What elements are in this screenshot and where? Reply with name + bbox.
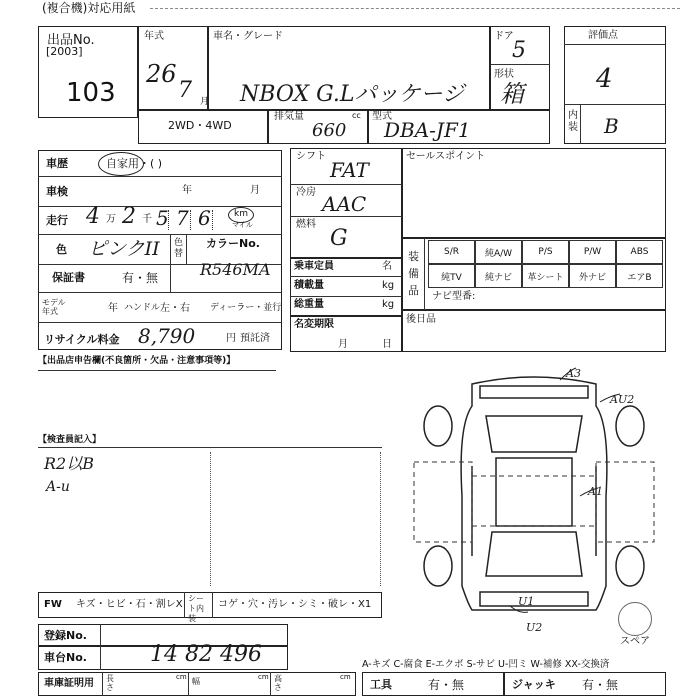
tools-options: 有・無 (428, 678, 465, 692)
door-divider (490, 64, 550, 65)
shift-hand: FAT (330, 158, 369, 182)
equipment-item: エアB (616, 264, 663, 288)
afterfit-box (402, 310, 666, 352)
equipment-vdiv (424, 238, 425, 310)
grade-vdiv (580, 104, 581, 144)
cert-vdiv-2 (188, 672, 189, 696)
shape-label: 形状 (494, 69, 514, 80)
interior-hand: B (604, 114, 619, 138)
seat-options: コゲ・穴・汚レ・シミ・破レ・X1 (218, 599, 372, 610)
ac-hand: AAC (322, 192, 367, 216)
cert-cm-2: cm (258, 673, 269, 681)
history-options: 自家用・( ) (106, 157, 163, 170)
modelyear-year: 年 (108, 303, 118, 314)
year-hand: 26 (146, 60, 177, 88)
warranty-options: 有・無 (122, 271, 159, 285)
interior-label: 内装 (568, 110, 578, 133)
tools-label: 工具 (370, 678, 392, 691)
damage-a1: A1 (588, 485, 603, 498)
inspector-vdiv-2 (380, 452, 381, 586)
ac-label: 冷房 (296, 187, 316, 198)
inspector-line (38, 447, 382, 448)
color-vdiv (170, 234, 171, 292)
jack-options: 有・無 (582, 678, 619, 692)
seat-label: シート内装 (188, 594, 204, 623)
shape-hand: 箱 (500, 80, 524, 108)
equipment-item: 外ナビ (569, 264, 616, 288)
cert-vdiv-3 (270, 672, 271, 696)
colorno-hand: R546MA (200, 260, 271, 279)
history-label: 車歴 (46, 157, 68, 170)
recycle-note: 預託済 (240, 333, 270, 344)
header-cut-line (150, 8, 680, 9)
lot-label: 出品No. (47, 33, 95, 48)
fw-options: キズ・ヒビ・石・割レX (76, 599, 183, 610)
chassis-label: 車台No. (44, 651, 87, 664)
displacement-label: 排気量 (274, 111, 304, 122)
regchange-month: 月 (338, 339, 348, 350)
info-row-1 (38, 176, 282, 177)
colorno-label: カラーNo. (206, 237, 260, 250)
chassis-hand: 14 82 496 (150, 642, 262, 667)
capacity-div-2 (290, 296, 402, 297)
equipment-label: 装備品 (408, 250, 419, 297)
equipment-item: 革シート (522, 264, 569, 288)
cert-width: 幅 (192, 677, 200, 686)
mileage-km: km (234, 209, 248, 219)
recycle-hand: 8,790 (138, 324, 196, 348)
modelyear-label: モデル年式 (42, 298, 66, 316)
damage-u2: U2 (526, 621, 543, 634)
header-text: (複合機)対応用紙 (42, 1, 136, 15)
fuel-label: 燃料 (296, 219, 316, 230)
inspection-year: 年 (182, 185, 192, 196)
inspector-hand-2: A-u (46, 479, 70, 495)
mileage-hand-3: 5 (156, 206, 169, 230)
jack-label: ジャッキ (512, 678, 556, 691)
reg-label: 登録No. (44, 629, 87, 642)
color-change-label: 色替 (174, 238, 184, 259)
lot-number: 103 (66, 78, 116, 108)
door-hand: 5 (512, 38, 526, 63)
mileage-man: 万 (106, 214, 116, 225)
year-label: 年式 (144, 31, 164, 42)
model-label: 型式 (372, 111, 392, 122)
regchange-day: 日 (382, 339, 392, 350)
load-unit: kg (382, 280, 395, 291)
shift-div-2 (290, 216, 402, 217)
month-hand: 7 (178, 78, 192, 103)
equipment-item: P/S (522, 240, 569, 264)
spare-label: スペア (620, 636, 650, 647)
chassis-vdiv (100, 646, 101, 670)
handle-label: ハンドル (124, 303, 161, 313)
grade-divider (564, 44, 666, 45)
inspection-label: 車検 (46, 185, 68, 198)
equipment-item: 純ナビ (475, 264, 522, 288)
displacement-unit: cc (352, 111, 361, 120)
cert-cm-1: cm (176, 673, 187, 681)
spare-icon (618, 602, 652, 636)
km-circle (228, 207, 254, 223)
cert-height: 高さ (274, 674, 282, 692)
inspector-vdiv-1 (210, 452, 211, 586)
dealer-label: ディーラー・並行 (210, 303, 282, 313)
recycle-label: リサイクル料金 (44, 333, 120, 346)
month-suffix: 月 (200, 97, 210, 107)
drive-label: 2WD・4WD (168, 119, 232, 132)
cert-length: 長さ (106, 674, 114, 692)
capacity-unit: 名 (382, 261, 392, 272)
inspector-hand-1: R2以B (44, 454, 94, 473)
reg-vdiv (100, 624, 101, 646)
inspector-label: 【検査員記入】 (38, 435, 102, 445)
name-label: 車名・グレード (213, 31, 283, 42)
fuel-hand: G (330, 226, 348, 251)
equipment-item: 純TV (428, 264, 475, 288)
displacement-hand: 660 (312, 120, 347, 141)
equipment-item: 純A/W (475, 240, 522, 264)
name-hand: NBOX G.Lパッケージ (240, 82, 465, 107)
mileage-tick-2 (190, 210, 191, 230)
mileage-hand-4: 7 (176, 206, 189, 230)
damage-legend: A-キズ C-腐食 E-エクボ S-サビ U-凹ミ W-補修 XX-交換済 (362, 659, 610, 670)
mileage-hand-1: 4 (86, 204, 100, 229)
color-hand: ピンクII (88, 238, 160, 260)
load-label: 積載量 (294, 280, 324, 291)
fw-vdiv-2 (212, 592, 213, 618)
lot-small: [2003] (46, 45, 83, 58)
afterfit-label: 後日品 (406, 314, 436, 325)
mileage-hand-5: 6 (198, 206, 211, 230)
grade-hand: 4 (596, 64, 613, 94)
grade-label: 評価点 (588, 30, 618, 41)
color-vdiv-2 (186, 234, 187, 264)
mileage-tick-3 (212, 210, 213, 230)
info-row-5 (38, 292, 282, 293)
weight-unit: kg (382, 299, 395, 310)
door-label: ドア (494, 31, 514, 42)
damage-a3: A3 (566, 367, 581, 380)
damage-au2: AU2 (610, 393, 635, 406)
cert-vdiv-1 (102, 672, 103, 696)
fw-vdiv-1 (184, 592, 185, 618)
mileage-label: 走行 (46, 214, 68, 227)
info-row-3 (38, 234, 282, 235)
navi-label: ナビ型番: (432, 291, 476, 302)
warranty-label: 保証書 (52, 271, 85, 284)
damage-u1: U1 (518, 595, 535, 608)
fw-label: FW (44, 599, 62, 610)
seller-note-line (38, 370, 276, 371)
shift-label: シフト (296, 151, 326, 162)
history-circle (98, 152, 144, 176)
handle-options: 左・右 (160, 303, 190, 314)
equipment-item: P/W (569, 240, 616, 264)
cert-label: 車庫証明用 (44, 678, 94, 689)
sales-label: セールスポイント (406, 151, 486, 162)
mileage-hand-2: 2 (122, 204, 136, 229)
color-label: 色 (56, 243, 67, 256)
inspection-month: 月 (250, 185, 260, 196)
seller-note-label: 【出品店申告欄(不良箇所・欠品・注意事項等)】 (38, 356, 236, 366)
mileage-mile: マイル (232, 221, 253, 229)
mileage-sen: 千 (142, 214, 152, 225)
capacity-label: 乗車定員 (294, 261, 334, 272)
info-box (38, 150, 282, 350)
equipment-item: S/R (428, 240, 475, 264)
recycle-unit: 円 (226, 333, 236, 344)
info-row-6 (38, 322, 282, 323)
equipment-item: ABS (616, 240, 663, 264)
shift-div-1 (290, 184, 402, 185)
car-diagram (410, 366, 660, 636)
model-hand: DBA-JF1 (384, 118, 471, 142)
cert-cm-3: cm (340, 673, 351, 681)
capacity-div-1 (290, 276, 402, 277)
weight-label: 総重量 (294, 299, 324, 310)
regchange-label: 名変期限 (294, 319, 334, 330)
